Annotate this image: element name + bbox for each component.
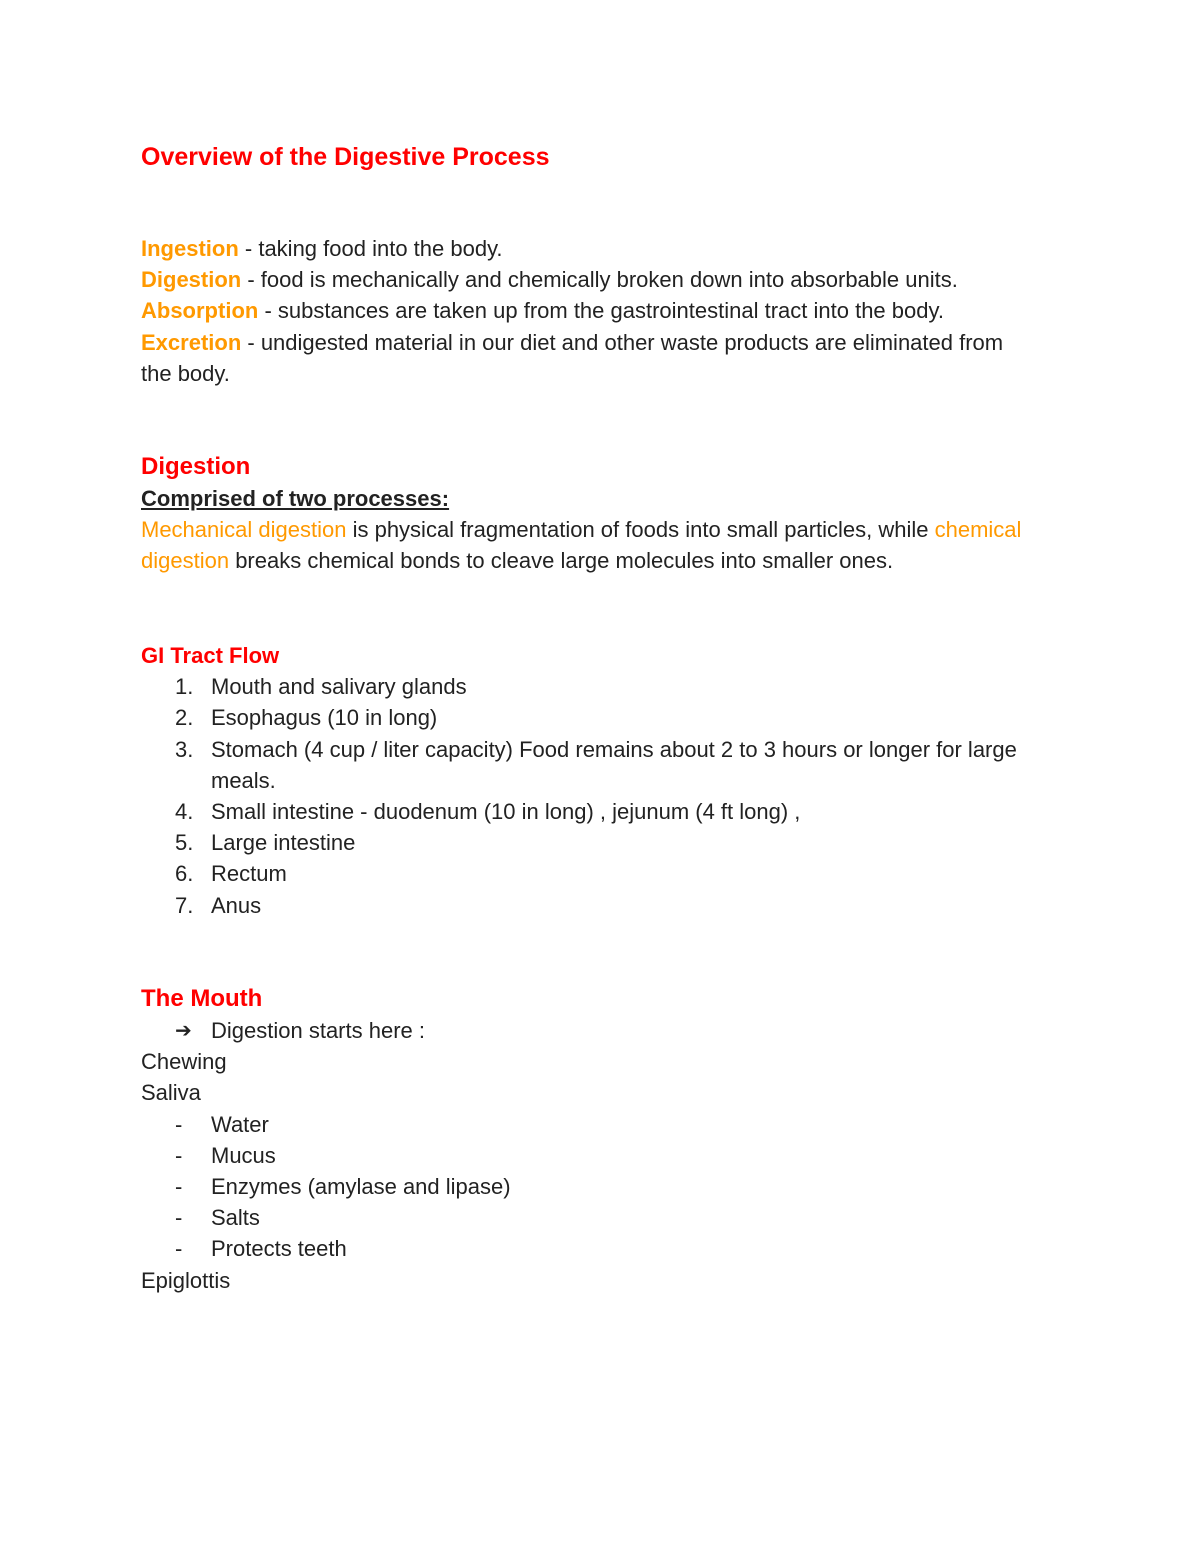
list-item-text: Enzymes (amylase and lipase): [211, 1174, 511, 1200]
saliva-list: [141, 1109, 1071, 1265]
list-item: [141, 702, 1071, 733]
arrow-right-icon: ➔: [175, 1018, 192, 1042]
dash-bullet: -: [175, 1174, 183, 1200]
subheading-text: Comprised of two processes:: [141, 486, 450, 511]
subheading: [141, 483, 1071, 514]
dash-bullet: -: [175, 1205, 183, 1231]
definition-ingestion: [141, 233, 1071, 264]
list-number: 7.: [175, 892, 194, 918]
list-item-text: Anus: [211, 892, 262, 918]
list-item-text: Esophagus (10 in long): [211, 705, 438, 731]
arrow-bullet-item: [141, 1015, 1071, 1046]
definition-text: - food is mechanically and chemically broken down into absorbable units.: [241, 267, 958, 293]
list-number: 1.: [175, 674, 194, 700]
gi-tract-section: [141, 640, 1071, 921]
list-number: 5.: [175, 830, 194, 856]
paragraph-text: breaks chemical bonds to cleave large molecules into smaller ones.: [229, 548, 894, 574]
list-item: [141, 796, 1071, 827]
section-heading: The Mouth: [141, 985, 263, 1012]
list-item-text: Large intestine: [211, 830, 356, 856]
list-number: 6.: [175, 861, 194, 887]
dash-bullet: -: [175, 1236, 183, 1262]
list-item-text: Mouth and salivary glands: [211, 674, 467, 700]
chewing-label: Chewing: [141, 1049, 227, 1075]
list-item: [141, 671, 1071, 702]
list-number: 3.: [175, 736, 194, 762]
digestion-paragraph: [141, 514, 1061, 576]
paragraph-text: is physical fragmentation of foods into small particles, while: [346, 517, 935, 543]
list-item: [141, 890, 1071, 921]
definition-text: - taking food into the body.: [238, 236, 503, 261]
list-item: [141, 827, 1071, 858]
list-item: [141, 1171, 1071, 1202]
term-label: Absorption: [141, 298, 259, 324]
list-item: [141, 1140, 1071, 1171]
section-heading: Digestion: [141, 453, 251, 480]
dash-bullet: -: [175, 1111, 183, 1137]
dash-bullet: -: [175, 1142, 183, 1168]
list-item: [141, 1233, 1071, 1264]
page-title: Overview of the Digestive Process: [141, 143, 550, 171]
list-item: [141, 858, 1071, 889]
definition-digestion: [141, 264, 1071, 295]
definition-excretion: [141, 327, 1021, 389]
saliva-label: Saliva: [141, 1080, 201, 1106]
term-chemical: chemical digestion: [141, 517, 1022, 574]
definition-text: - substances are taken up from the gastrointestinal tract into the body.: [258, 298, 944, 324]
definition-text: - undigested material in our diet and other waste products are eliminated from the body.: [141, 329, 1004, 386]
digestion-section: [141, 451, 1071, 577]
epiglottis-label: Epiglottis: [141, 1267, 231, 1293]
list-item-text: Water: [211, 1111, 269, 1137]
list-item-text: Salts: [211, 1205, 260, 1231]
definition-absorption: [141, 295, 1071, 326]
term-mechanical: Mechanical digestion: [141, 517, 347, 543]
list-item-text: Digestion starts here :: [211, 1018, 425, 1043]
section-heading: GI Tract Flow: [141, 643, 280, 668]
term-label: Digestion: [141, 267, 242, 293]
overview-section: [141, 233, 1071, 389]
numbered-list: [141, 671, 1071, 921]
list-item-text: Mucus: [211, 1142, 276, 1168]
list-item-text: Stomach (4 cup / liter capacity) Food remains about 2 to 3 hours or longer for large meals.: [211, 736, 1017, 793]
list-item-text: Protects teeth: [211, 1236, 347, 1262]
term-label: Ingestion: [141, 236, 239, 261]
term-label: Excretion: [141, 329, 242, 355]
list-item: [141, 1109, 1071, 1140]
list-item-text: Small intestine - duodenum (10 in long) , jejunum (4 ft long) ,: [211, 799, 801, 825]
mouth-section: [141, 983, 1071, 1296]
list-item-text: Rectum: [211, 861, 287, 887]
list-number: 4.: [175, 799, 194, 825]
list-item: [141, 1202, 1071, 1233]
list-item: [141, 734, 1031, 796]
list-number: 2.: [175, 705, 194, 731]
